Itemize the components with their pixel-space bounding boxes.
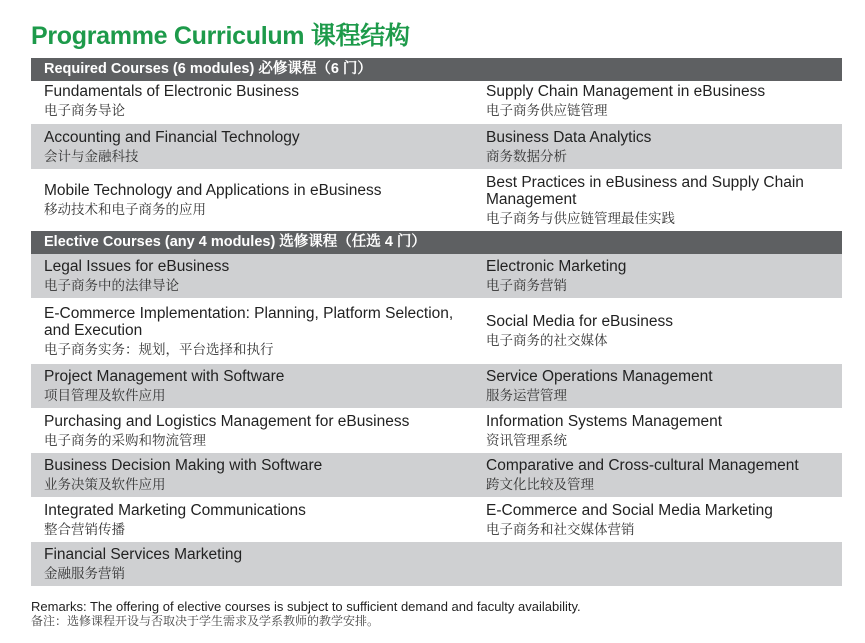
course-cell xyxy=(44,254,469,298)
course-name-zh: 项目管理及软件应用 xyxy=(44,388,166,403)
course-name-zh: 电子商务供应链管理 xyxy=(486,103,608,118)
course-name-zh: 资讯管理系统 xyxy=(486,432,567,448)
page-title: Programme Curriculum 课程结构 xyxy=(31,22,410,50)
course-name-en: Legal Issues for eBusiness xyxy=(44,258,230,275)
table-row xyxy=(31,169,842,231)
course-name-zh: 电子商务实务：规划，平台选择和执行 xyxy=(44,341,274,357)
course-name-en: Fundamentals of Electronic Business xyxy=(44,83,300,100)
course-cell xyxy=(486,453,838,497)
course-name-en: Business Data Analytics xyxy=(486,128,652,146)
course-name-en: Social Media for eBusiness xyxy=(486,313,673,330)
course-cell xyxy=(44,497,469,542)
course-name-en: Financial Services Marketing xyxy=(44,546,243,563)
course-name-en: Supply Chain Management in eBusiness xyxy=(486,83,766,100)
course-cell xyxy=(486,254,838,298)
course-cell xyxy=(486,298,838,364)
course-name-en: Accounting and Financial Technology xyxy=(44,128,300,146)
course-name-zh: 电子商务的社交媒体 xyxy=(486,333,608,348)
elective-courses-header: Elective Courses (any 4 modules) 选修课程（任选 4 门） xyxy=(31,231,842,254)
course-name-en: Business Decision Making with Software xyxy=(44,457,323,474)
course-cell xyxy=(44,453,469,497)
course-name-zh: 会计与金融科技 xyxy=(44,148,139,164)
course-cell xyxy=(486,497,838,542)
course-name-zh: 移动技术和电子商务的应用 xyxy=(44,202,206,217)
course-cell xyxy=(44,81,469,124)
course-cell xyxy=(44,124,469,169)
course-name-en: E-Commerce and Social Media Marketing xyxy=(486,501,773,519)
course-name-zh: 服务运营管理 xyxy=(486,388,567,403)
course-cell xyxy=(44,408,469,453)
course-cell xyxy=(486,81,838,124)
course-cell xyxy=(44,542,469,586)
table-row xyxy=(31,254,842,298)
course-name-en: Service Operations Management xyxy=(486,368,713,385)
course-name-en: Integrated Marketing Communications xyxy=(44,501,306,519)
course-name-zh: 金融服务营销 xyxy=(44,566,125,581)
course-name-en: E-Commerce Implementation: Planning, Platform Selection, and Execution xyxy=(44,304,454,339)
table-row xyxy=(31,453,842,497)
course-cell xyxy=(486,124,838,169)
required-courses-header: Required Courses (6 modules) 必修课程（6 门） xyxy=(31,58,842,81)
course-name-en: Electronic Marketing xyxy=(486,258,627,275)
course-cell xyxy=(486,169,838,231)
course-name-en: Information Systems Management xyxy=(486,412,723,430)
course-name-en: Mobile Technology and Applications in eBusiness xyxy=(44,182,382,199)
course-cell xyxy=(44,364,469,408)
course-name-zh: 业务决策及软件应用 xyxy=(44,477,166,492)
course-cell xyxy=(44,298,469,364)
table-row xyxy=(31,408,842,453)
table-row xyxy=(31,542,842,586)
course-name-zh: 电子商务与供应链管理最佳实践 xyxy=(486,210,675,226)
table-row xyxy=(31,497,842,542)
course-cell xyxy=(486,364,838,408)
course-name-zh: 跨文化比较及管理 xyxy=(486,477,594,492)
course-cell xyxy=(44,169,469,231)
course-name-zh: 电子商务中的法律导论 xyxy=(44,278,179,293)
course-name-zh: 电子商务和社交媒体营销 xyxy=(486,521,635,537)
course-name-en: Purchasing and Logistics Management for eBusiness xyxy=(44,412,410,430)
course-name-zh: 电子商务的采购和物流管理 xyxy=(44,432,206,448)
table-row xyxy=(31,364,842,408)
remarks xyxy=(31,599,851,629)
curriculum-table xyxy=(31,58,842,586)
table-row xyxy=(31,124,842,169)
course-name-zh: 商务数据分析 xyxy=(486,148,567,164)
table-row xyxy=(31,298,842,364)
remarks-en: Remarks: The offering of elective courses is subject to sufficient demand and faculty availability. xyxy=(31,599,581,614)
table-row xyxy=(31,81,842,124)
course-name-zh: 整合营销传播 xyxy=(44,521,125,537)
course-cell xyxy=(486,408,838,453)
course-name-zh: 电子商务营销 xyxy=(486,278,567,293)
course-name-en: Best Practices in eBusiness and Supply Chain Management xyxy=(486,173,804,208)
course-name-en: Project Management with Software xyxy=(44,368,285,385)
course-name-en: Comparative and Cross-cultural Management xyxy=(486,457,799,474)
course-name-zh: 电子商务导论 xyxy=(44,103,125,118)
remarks-zh: 备注：选修课程开设与否取决于学生需求及学系教师的教学安排。 xyxy=(31,614,380,628)
